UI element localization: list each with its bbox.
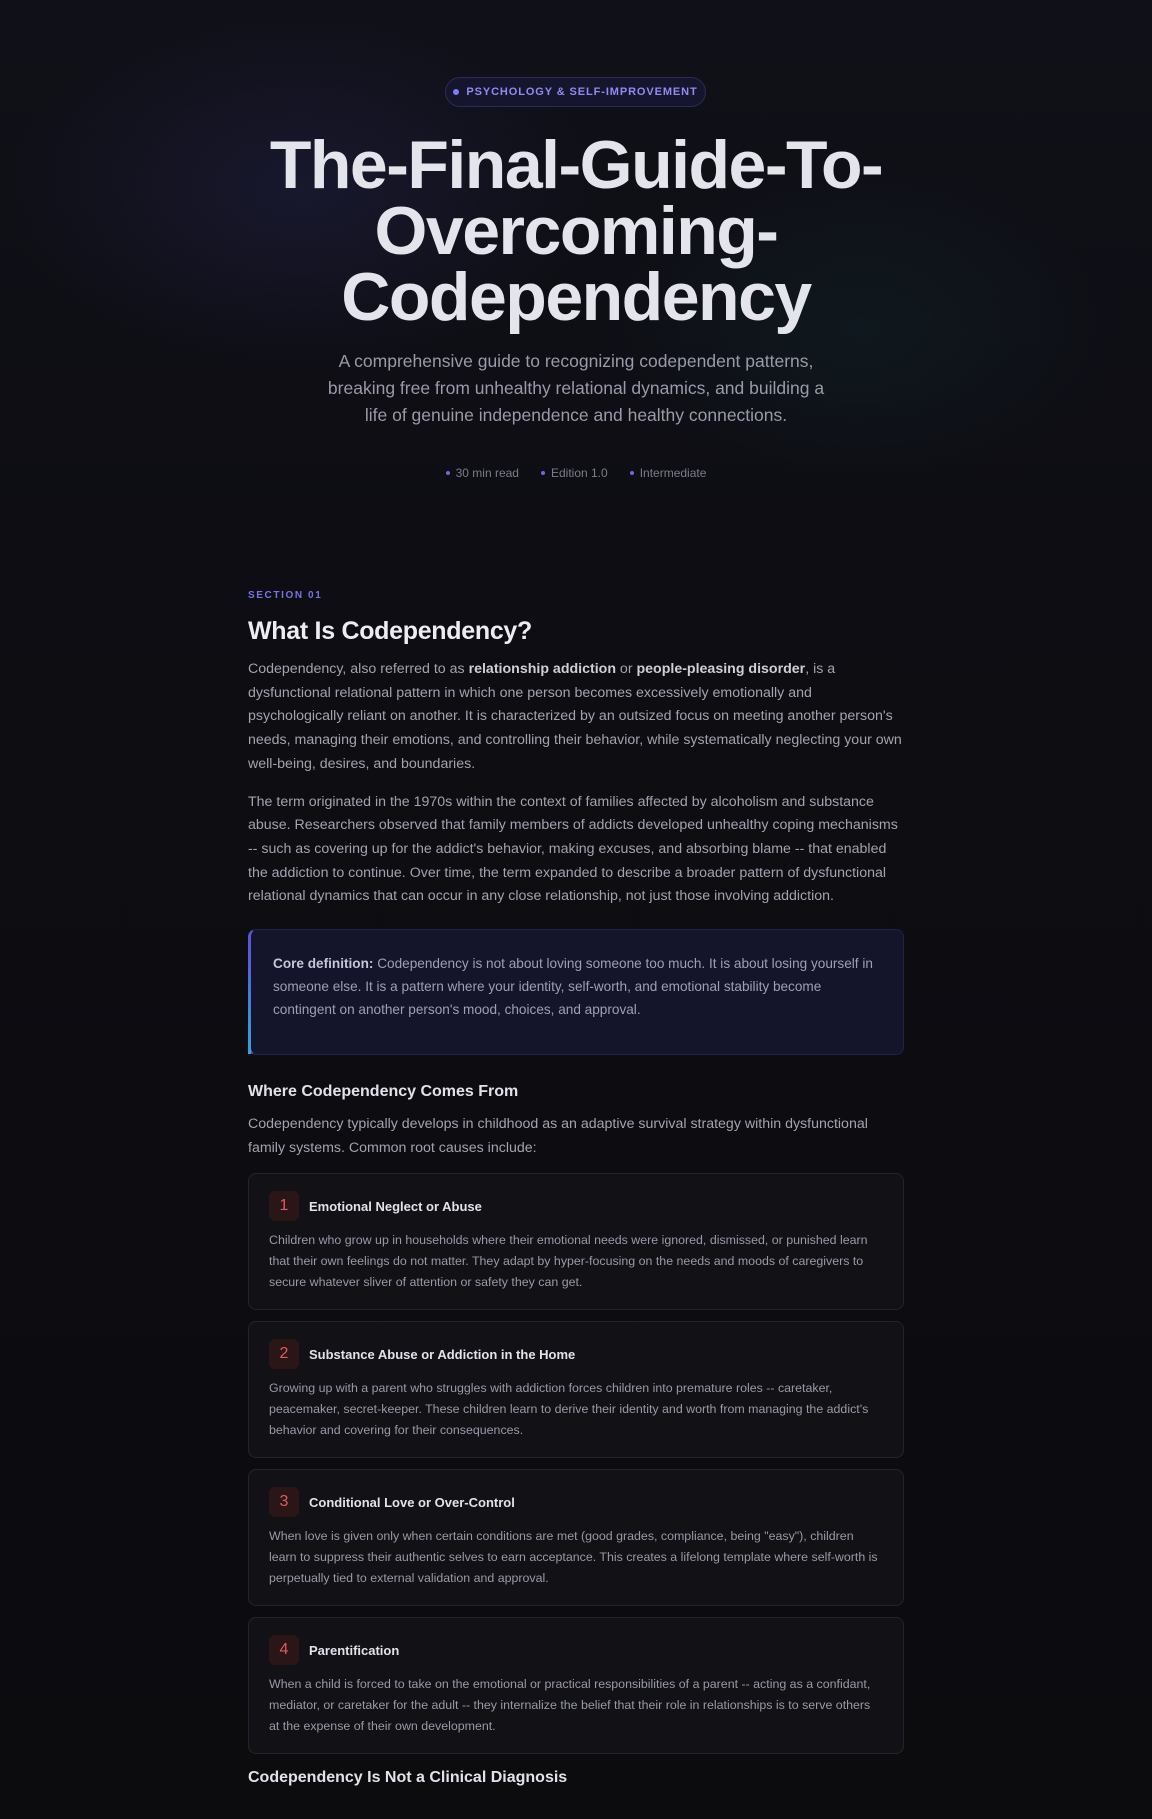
cause-title: Substance Abuse or Addiction in the Home — [309, 1346, 576, 1362]
cause-card-header — [269, 1635, 883, 1665]
cause-description: When a child is forced to take on the emotional or practical responsibilities of a parent -- acting as a confidant, mediator, or caretaker for the adult -- they internalize the belief that their role in relationships is to serve others at the expense of their own development. — [269, 1677, 871, 1733]
next-heading: Codependency Is Not a Clinical Diagnosis — [248, 1769, 568, 1787]
article-content — [248, 590, 904, 1788]
meta-read-time-text: 30 min read — [455, 466, 519, 480]
cause-number: 2 — [269, 1339, 299, 1369]
article-meta — [0, 466, 1152, 480]
core-definition-callout — [248, 929, 904, 1055]
category-badge — [445, 77, 706, 107]
intro-paragraph — [248, 658, 904, 777]
intro-bold-1: relationship addiction — [468, 661, 616, 677]
root-causes-list — [248, 1173, 904, 1754]
intro-text-3: , is a dysfunctional relational pattern in which one person becomes excessively emotionally and psychologically reliant on another. It is characterized by an outsized focus on meeting another person's needs, managing their emotions, and controlling their behavior, while systematically neglecting your own well-being, desires, and boundaries. — [248, 661, 902, 772]
meta-level-text: Intermediate — [639, 466, 707, 480]
hero — [0, 0, 1152, 540]
page-title — [226, 127, 926, 335]
meta-read-time — [446, 466, 519, 480]
cause-card-header — [269, 1339, 883, 1369]
cause-card — [248, 1469, 904, 1606]
cause-description: Growing up with a parent who struggles with addiction forces children into premature roles -- caretaker, peacemaker, secret-keeper. These children learn to derive their identity and worth from managing the addict's behavior and covering for their consequences. — [269, 1381, 869, 1437]
origins-heading: Where Codependency Comes From — [248, 1083, 519, 1101]
cause-number: 1 — [269, 1191, 299, 1221]
cause-card-header — [269, 1487, 883, 1517]
cause-title: Emotional Neglect or Abuse — [309, 1198, 482, 1214]
section-title: What Is Codependency? — [248, 617, 533, 645]
callout-label: Core definition: — [273, 956, 374, 972]
section-label: SECTION 01 — [248, 590, 323, 601]
cause-title: Conditional Love or Over-Control — [309, 1494, 515, 1510]
bullet-icon — [541, 471, 545, 475]
cause-title: Parentification — [309, 1642, 400, 1658]
page-subtitle: A comprehensive guide to recognizing codependent patterns, breaking free from unhealthy relational dynamics, and building a life of genuine independence and healthy connections. — [327, 351, 825, 425]
meta-edition-text: Edition 1.0 — [550, 466, 608, 480]
cause-number: 3 — [269, 1487, 299, 1517]
title-line-3: Codependency — [341, 259, 811, 335]
cause-description: When love is given only when certain conditions are met (good grades, compliance, being "easy"), children learn to suppress their authentic selves to earn acceptance. This creates a lifelong template where self-worth is perpetually tied to external validation and approval. — [269, 1529, 878, 1585]
history-paragraph: The term originated in the 1970s within the context of families affected by alcoholism and substance abuse. Researchers observed that family members of addicts developed unhealthy coping mechanisms -- such as covering up for the addict's behavior, making excuses, and absorbing blame -- that enabled the addiction to continue. Over time, the term expanded to describe a broader pattern of dysfunctional relational dynamics that can occur in any close relationship, not just those involving addiction. — [248, 793, 898, 905]
intro-bold-2: people-pleasing disorder — [636, 661, 806, 677]
meta-edition — [541, 466, 608, 480]
origins-intro: Codependency typically develops in childhood as an adaptive survival strategy within dysfunctional family systems. Common root causes include: — [248, 1116, 868, 1156]
cause-card — [248, 1617, 904, 1754]
callout-body: Codependency is not about loving someone too much. It is about losing yourself in someone else. It is a pattern where your identity, self-worth, and emotional stability become contingent on another person's mood, choices, and approval. — [273, 956, 873, 1018]
category-label: PSYCHOLOGY & SELF-IMPROVEMENT — [466, 86, 698, 98]
badge-dot-icon — [453, 89, 459, 95]
title-line-2: Overcoming- — [374, 193, 778, 269]
intro-text-2: or — [615, 661, 637, 677]
cause-card — [248, 1321, 904, 1458]
cause-card — [248, 1173, 904, 1310]
intro-text-1: Codependency, also referred to as — [248, 661, 469, 677]
bullet-icon — [446, 471, 450, 475]
meta-level — [630, 466, 707, 480]
cause-description: Children who grow up in households where their emotional needs were ignored, dismissed, or punished learn that their own feelings do not matter. They adapt by hyper-focusing on the needs and moods of caregivers to secure whatever sliver of attention or safety they can get. — [269, 1233, 868, 1289]
bullet-icon — [630, 471, 634, 475]
cause-number: 4 — [269, 1635, 299, 1665]
title-line-1: The-Final-Guide-To- — [269, 127, 883, 203]
cause-card-header — [269, 1191, 883, 1221]
callout-text — [273, 952, 881, 1021]
